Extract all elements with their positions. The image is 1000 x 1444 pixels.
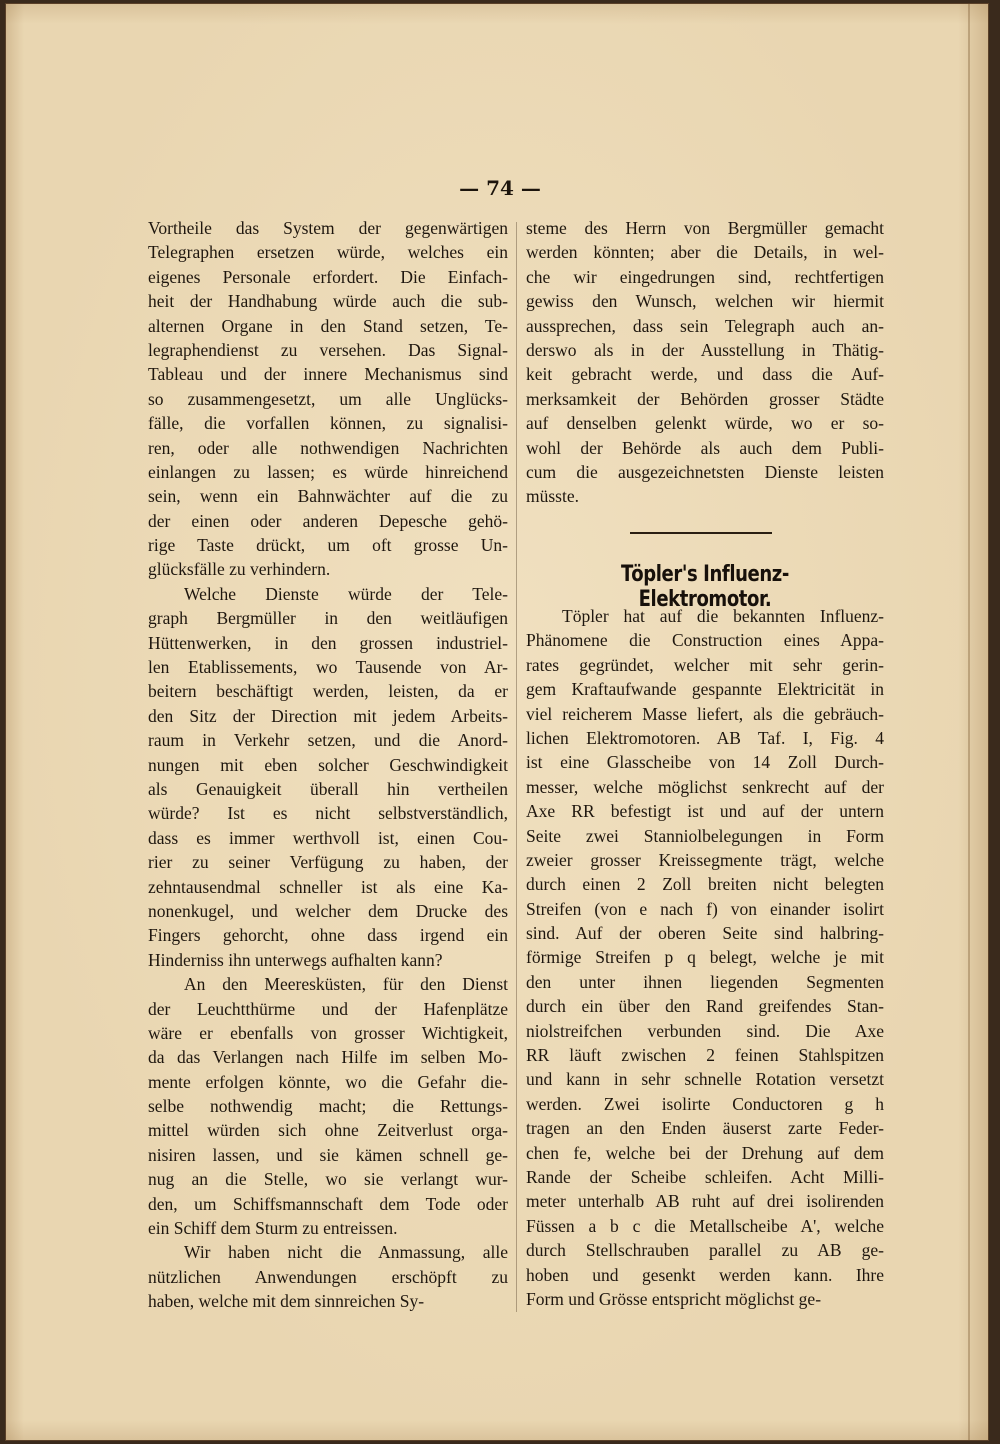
text-line: Tableau und der innere Mechanismus sind <box>148 364 508 385</box>
text-line: Wir haben nicht die Anmassung, alle <box>184 1242 508 1263</box>
text-line: ist eine Glasscheibe von 14 Zoll Durch- <box>526 752 884 773</box>
text-line: durch ein über den Rand greifendes Stan- <box>526 996 884 1017</box>
text-line: werden. Zwei isolirte Conductoren g h <box>526 1093 884 1114</box>
text-line: zweier grosser Kreissegmente trägt, welche <box>526 849 884 870</box>
text-line: den Sitz der Direction mit jedem Arbeits- <box>148 705 508 726</box>
text-line: nisiren lassen, und sie kämen schnell ge- <box>148 1144 508 1165</box>
text-line: legraphendienst zu versehen. Das Signal- <box>148 339 508 360</box>
text-line: gewiss den Wunsch, welchen wir hiermit <box>526 291 884 312</box>
text-line: zehntausendmal schneller ist als eine Ka- <box>148 876 508 897</box>
section-rule <box>630 532 772 534</box>
right-column-body <box>526 604 884 1311</box>
text-line: beitern beschäftigt werden, leisten, da er <box>148 681 508 702</box>
text-line: mente erfolgen könnte, wo die Gefahr die- <box>148 1071 508 1092</box>
text-line: gem Kraftaufwande gespannte Elektricität in <box>526 679 884 700</box>
text-line: dass es immer werthvoll ist, einen Cou- <box>148 827 508 848</box>
text-line: Axe RR befestigt ist und auf der untern <box>526 801 884 822</box>
text-line: Rande der Scheibe schleifen. Acht Milli- <box>526 1166 884 1187</box>
text-line: würde? Ist es nicht selbstverständlich, <box>148 803 508 824</box>
text-line: RR läuft zwischen 2 feinen Stahlspitzen <box>526 1045 884 1066</box>
text-line: Phänomene die Construction eines Appa- <box>526 630 884 651</box>
text-line: eigenes Personale erfordert. Die Einfach- <box>148 266 508 287</box>
page-number: — 74 — <box>459 176 541 200</box>
text-line: der Leuchtthürme und der Hafenplätze <box>148 998 508 1019</box>
text-line: cum die ausgezeichnetsten Dienste leisten <box>526 461 884 482</box>
text-line: Streifen (von e nach f) von einander isolirt <box>526 898 884 919</box>
text-line: Füssen a b c die Metallscheibe A', welche <box>526 1215 884 1236</box>
text-line: Form und Grösse entspricht möglichst ge- <box>526 1288 822 1309</box>
text-line: heit der Handhabung würde auch die sub- <box>148 291 508 312</box>
page-fold-shadow <box>968 4 970 1440</box>
text-line: steme des Herrn von Bergmüller gemacht <box>526 218 884 238</box>
text-line: werden könnten; aber die Details, in wel- <box>526 242 884 263</box>
text-line: len Etablissements, wo Tausende von Ar- <box>148 657 508 678</box>
text-line: rige Taste drückt, um oft grosse Un- <box>148 535 508 556</box>
text-line: graph Bergmüller in den weitläufigen <box>148 608 508 629</box>
text-line: raum in Verkehr setzen, und die Anord- <box>148 730 508 751</box>
text-line: hoben und gesenkt werden kann. Ihre <box>526 1264 884 1285</box>
text-line: ein Schiff dem Sturm zu entreissen. <box>148 1218 398 1239</box>
text-line: selbe nothwendig macht; die Rettungs- <box>148 1096 508 1117</box>
text-line: chen fe, welche bei der Drehung auf dem <box>526 1142 884 1163</box>
text-line: Vortheile das System der gegenwärtigen <box>148 218 508 238</box>
text-line: und kann in sehr schnelle Rotation versetzt <box>526 1069 884 1090</box>
text-line: sind. Auf der oberen Seite sind halbring- <box>526 923 884 944</box>
text-line: alternen Organe in den Stand setzen, Te- <box>148 315 508 336</box>
text-line: förmige Streifen p q belegt, welche je mit <box>526 947 884 968</box>
text-line: keit gebracht werde, und dass die Auf- <box>526 364 884 385</box>
text-line: nützlichen Anwendungen erschöpft zu <box>148 1266 508 1287</box>
text-line: nungen mit eben solcher Geschwindigkeit <box>148 754 508 775</box>
text-line: da das Verlangen nach Hilfe im selben Mo- <box>148 1047 508 1068</box>
text-line: lichen Elektromotoren. AB Taf. I, Fig. 4 <box>526 727 884 748</box>
text-line: derswo als in der Ausstellung in Thätig- <box>526 339 884 360</box>
text-line: glücksfälle zu verhindern. <box>148 559 331 580</box>
text-line: den, um Schiffsmannschaft dem Tode oder <box>148 1193 508 1214</box>
text-line: durch einen 2 Zoll breiten nicht belegten <box>526 874 884 895</box>
text-line: messer, welche möglichst senkrecht auf der <box>526 776 884 797</box>
text-line: viel reicherem Masse liefert, als die gebräuch- <box>526 703 884 724</box>
text-line: niolstreifchen verbunden sind. Die Axe <box>526 1020 884 1041</box>
text-line: müsste. <box>526 486 579 507</box>
text-line: als Genauigkeit überall hin vertheilen <box>148 778 508 799</box>
text-line: Telegraphen ersetzen würde, welches ein <box>148 242 508 263</box>
text-line: wohl der Behörde als auch dem Publi- <box>526 437 884 458</box>
text-line: Hüttenwerken, in den grossen industriel- <box>148 632 508 653</box>
text-line: Töpler hat auf die bekannten Influenz- <box>562 606 884 626</box>
text-line: rier zu seiner Verfügung zu haben, der <box>148 852 508 873</box>
text-line: nonenkugel, und welcher dem Drucke des <box>148 900 508 921</box>
text-line: ren, oder alle nothwendigen Nachrichten <box>148 437 508 458</box>
section-heading: Töpler's Influenz-Elektromotor. <box>621 562 789 612</box>
text-line: fälle, die vorfallen können, zu signalisi- <box>148 413 508 434</box>
text-line: tragen an den Enden äuserst zarte Feder- <box>526 1118 884 1139</box>
text-line: wäre er ebenfalls von grosser Wichtigkeit, <box>148 1022 508 1043</box>
text-line: durch Stellschrauben parallel zu AB ge- <box>526 1240 884 1261</box>
text-line: den unter ihnen liegenden Segmenten <box>526 971 884 992</box>
text-line: An den Meeresküsten, für den Dienst <box>184 974 508 995</box>
text-line: meter unterhalb AB ruht auf drei isolirenden <box>526 1191 884 1212</box>
text-line: einlangen zu lassen; es würde hinreichend <box>148 461 508 482</box>
text-line: aussprechen, dass sein Telegraph auch an- <box>526 315 884 336</box>
left-column <box>148 216 508 1314</box>
text-line: auf denselben gelenkt würde, wo er so- <box>526 413 884 434</box>
text-line: merksamkeit der Behörden grosser Städte <box>526 388 884 409</box>
text-line: so zusammengesetzt, um alle Unglücks- <box>148 388 508 409</box>
text-line: che wir eingedrungen sind, rechtfertigen <box>526 266 884 287</box>
text-line: mittel würden sich ohne Zeitverlust orga- <box>148 1120 508 1141</box>
text-line: Welche Dienste würde der Tele- <box>184 583 508 604</box>
text-line: rates gegründet, welcher mit sehr gerin- <box>526 654 884 675</box>
text-line: Seite zwei Stanniolbelegungen in Form <box>526 825 884 846</box>
text-line: sein, wenn ein Bahnwächter auf die zu <box>148 486 508 507</box>
text-line: haben, welche mit dem sinnreichen Sy- <box>148 1291 425 1312</box>
text-line: nug an die Stelle, wo sie verlangt wur- <box>148 1169 508 1190</box>
column-divider <box>516 222 517 1312</box>
text-line: Hinderniss ihn unterwegs aufhalten kann? <box>148 949 443 970</box>
text-line: der einen oder anderen Depesche gehö- <box>148 510 508 531</box>
text-line: Fingers gehorcht, ohne dass irgend ein <box>148 925 508 946</box>
right-column-top <box>526 216 884 509</box>
